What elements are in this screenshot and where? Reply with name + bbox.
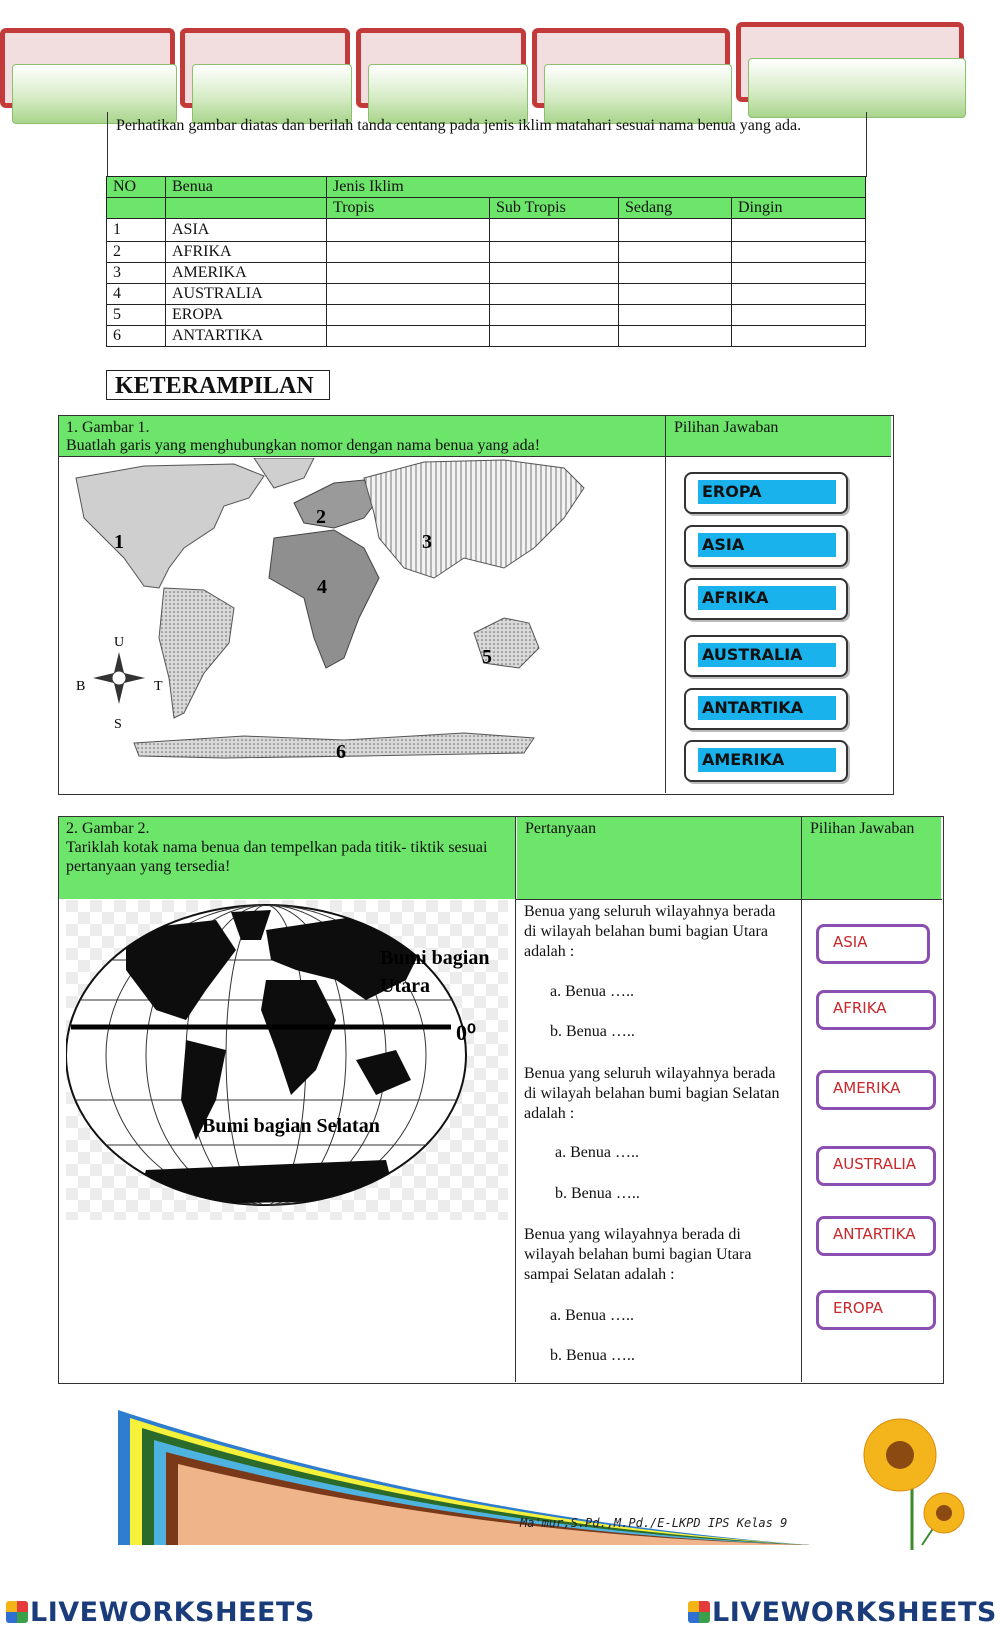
- compass-e: T: [154, 679, 163, 694]
- header-benua: Benua: [166, 177, 327, 198]
- task2-questions-header: [517, 817, 801, 899]
- header-tropis: Tropis: [327, 198, 490, 219]
- north-america-shape: [76, 464, 264, 588]
- check-cell[interactable]: [619, 263, 732, 284]
- row-no: 6: [107, 326, 166, 347]
- check-cell[interactable]: [732, 263, 866, 284]
- footer-decoration: [110, 1410, 840, 1555]
- header-ribbon-2: [180, 28, 350, 124]
- task1-header: [59, 416, 666, 457]
- question-1-b[interactable]: b. Benua …..: [550, 1023, 635, 1040]
- check-cell[interactable]: [490, 263, 619, 284]
- question-3-a[interactable]: a. Benua …..: [550, 1307, 634, 1324]
- check-cell[interactable]: [327, 305, 490, 326]
- header-empty-no: [107, 198, 166, 219]
- choice-asia-red[interactable]: ASIA: [816, 924, 930, 964]
- header-sedang: Sedang: [619, 198, 732, 219]
- header-sub-tropis: Sub Tropis: [490, 198, 619, 219]
- choice-label: ANTARTIKA: [698, 696, 836, 720]
- check-cell[interactable]: [490, 242, 619, 263]
- row-no: 4: [107, 284, 166, 305]
- check-cell[interactable]: [490, 305, 619, 326]
- choice-label: EROPA: [698, 480, 836, 504]
- choice-label: AMERIKA: [698, 748, 836, 772]
- task2-divider-2: [801, 817, 802, 1382]
- question-1-a[interactable]: a. Benua …..: [550, 983, 634, 1000]
- compass-s: S: [114, 717, 122, 732]
- antarctica-shape: [134, 733, 534, 758]
- check-cell[interactable]: [490, 284, 619, 305]
- header-no: NO: [107, 177, 166, 198]
- liveworksheets-logo-icon: [6, 1601, 28, 1623]
- check-cell[interactable]: [327, 242, 490, 263]
- check-cell[interactable]: [732, 326, 866, 347]
- header-ribbon-1: [0, 28, 175, 124]
- choice-antartika-red[interactable]: ANTARTIKA: [816, 1216, 936, 1256]
- question-3-b[interactable]: b. Benua …..: [550, 1347, 635, 1364]
- question-1: Benua yang seluruh wilayahnya berada di wilayah belahan bumi bagian Utara adalah :: [524, 903, 776, 960]
- choice-australia[interactable]: [684, 635, 848, 677]
- check-cell[interactable]: [732, 242, 866, 263]
- choice-label: AFRIKA: [698, 586, 836, 610]
- task1-answers-header-label: Pilihan Jawaban: [674, 419, 779, 436]
- section-title: KETERAMPILAN: [106, 370, 330, 400]
- choice-label: ASIA: [698, 533, 836, 557]
- row-no: 3: [107, 263, 166, 284]
- task2-title: 2. Gambar 2.: [66, 820, 150, 837]
- choice-australia-red[interactable]: AUSTRALIA: [816, 1146, 936, 1186]
- greenland-shape: [254, 458, 314, 488]
- south-america-shape: [159, 588, 234, 718]
- compass-rose: [93, 652, 145, 704]
- check-cell[interactable]: [732, 219, 866, 242]
- check-cell[interactable]: [619, 284, 732, 305]
- choice-label: AUSTRALIA: [698, 643, 836, 667]
- header-ribbon-5: [736, 22, 964, 118]
- brand-right: [688, 1597, 997, 1628]
- check-cell[interactable]: [327, 219, 490, 242]
- world-map: [64, 458, 660, 786]
- header-ribbon-4: [532, 28, 730, 124]
- label-equator: 0⁰: [456, 1020, 476, 1045]
- question-2: Benua yang seluruh wilayahnya berada di wilayah belahan bumi bagian Selatan adalah :: [524, 1065, 780, 1122]
- compass-n: U: [114, 635, 125, 650]
- row-benua: AUSTRALIA: [166, 284, 327, 305]
- brand-left: [6, 1597, 315, 1628]
- label-south: Bumi bagian Selatan: [202, 1115, 380, 1137]
- answers-header-label: Pilihan Jawaban: [810, 820, 915, 837]
- check-cell[interactable]: [327, 284, 490, 305]
- choice-asia[interactable]: [684, 525, 848, 567]
- question-2-b[interactable]: b. Benua …..: [555, 1185, 640, 1202]
- row-no: 2: [107, 242, 166, 263]
- task2-answers-header: [802, 817, 941, 899]
- check-cell[interactable]: [619, 242, 732, 263]
- map-number-3: 3: [422, 531, 432, 553]
- map-number-4: 4: [317, 576, 327, 598]
- choice-antartika[interactable]: [684, 688, 848, 730]
- task2-divider-1: [515, 817, 516, 1382]
- brand-right-text: LIVEWORKSHEETS: [712, 1597, 997, 1628]
- instruction-box: [107, 112, 867, 177]
- check-cell[interactable]: [619, 326, 732, 347]
- choice-eropa-red[interactable]: EROPA: [816, 1290, 936, 1330]
- row-benua: AMERIKA: [166, 263, 327, 284]
- questions-header-label: Pertanyaan: [525, 820, 597, 837]
- map-number-1: 1: [114, 531, 124, 553]
- task2-instruction: Tariklah kotak nama benua dan tempelkan pada titik- tiktik sesuai pertanyaan yang tersedia!: [66, 839, 488, 875]
- row-benua: AFRIKA: [166, 242, 327, 263]
- header-dingin: Dingin: [732, 198, 866, 219]
- map-number-5: 5: [482, 646, 492, 668]
- check-cell[interactable]: [732, 305, 866, 326]
- row-no: 5: [107, 305, 166, 326]
- task1-instruction: Buatlah garis yang menghubungkan nomor dengan nama benua yang ada!: [66, 437, 541, 454]
- choice-afrika-red[interactable]: AFRIKA: [816, 990, 936, 1030]
- header-ribbon-3: [356, 28, 526, 124]
- globe-map: [66, 900, 508, 1220]
- choice-amerika-red[interactable]: AMERIKA: [816, 1070, 936, 1110]
- check-cell[interactable]: [327, 263, 490, 284]
- row-benua: ANTARTIKA: [166, 326, 327, 347]
- label-north-text: Bumi bagian: [380, 947, 490, 969]
- check-cell[interactable]: [732, 284, 866, 305]
- task2-header: [59, 817, 515, 899]
- climate-table: [106, 176, 866, 347]
- header-empty-benua: [166, 198, 327, 219]
- task1-answers-header: [666, 416, 891, 457]
- compass-w: B: [76, 679, 86, 694]
- check-cell[interactable]: [490, 219, 619, 242]
- instruction-text: Perhatikan gambar diatas dan berilah tanda centang pada jenis iklim matahari sesuai nama benua yang ada.: [116, 117, 802, 134]
- choice-eropa[interactable]: [684, 472, 848, 514]
- map-number-2: 2: [316, 506, 326, 528]
- check-cell[interactable]: [490, 326, 619, 347]
- choice-afrika[interactable]: [684, 578, 848, 620]
- task2-header-line: [515, 899, 942, 900]
- row-no: 1: [107, 219, 166, 242]
- row-benua: EROPA: [166, 305, 327, 326]
- sunflower-image: [852, 1415, 972, 1555]
- map-number-6: 6: [336, 741, 346, 763]
- check-cell[interactable]: [619, 219, 732, 242]
- row-benua: ASIA: [166, 219, 327, 242]
- brand-left-text: LIVEWORKSHEETS: [30, 1597, 315, 1628]
- check-cell[interactable]: [327, 326, 490, 347]
- asia-shape: [364, 460, 584, 578]
- label-north-text-line2: Utara: [380, 975, 430, 997]
- africa-shape: [269, 530, 379, 668]
- choice-amerika[interactable]: [684, 740, 848, 782]
- check-cell[interactable]: [619, 305, 732, 326]
- question-2-a[interactable]: a. Benua …..: [555, 1144, 639, 1161]
- header-jenis-iklim: Jenis Iklim: [327, 177, 866, 198]
- liveworksheets-logo-icon: [688, 1601, 710, 1623]
- task1-divider: [665, 456, 666, 793]
- task1-title: 1. Gambar 1.: [66, 419, 150, 436]
- footer-author: Ma'mur,S.Pd.,M.Pd./E-LKPD IPS Kelas 9: [520, 1516, 788, 1530]
- question-3: Benua yang wilayahnya berada di wilayah belahan bumi bagian Utara sampai Selatan adalah :: [524, 1226, 752, 1283]
